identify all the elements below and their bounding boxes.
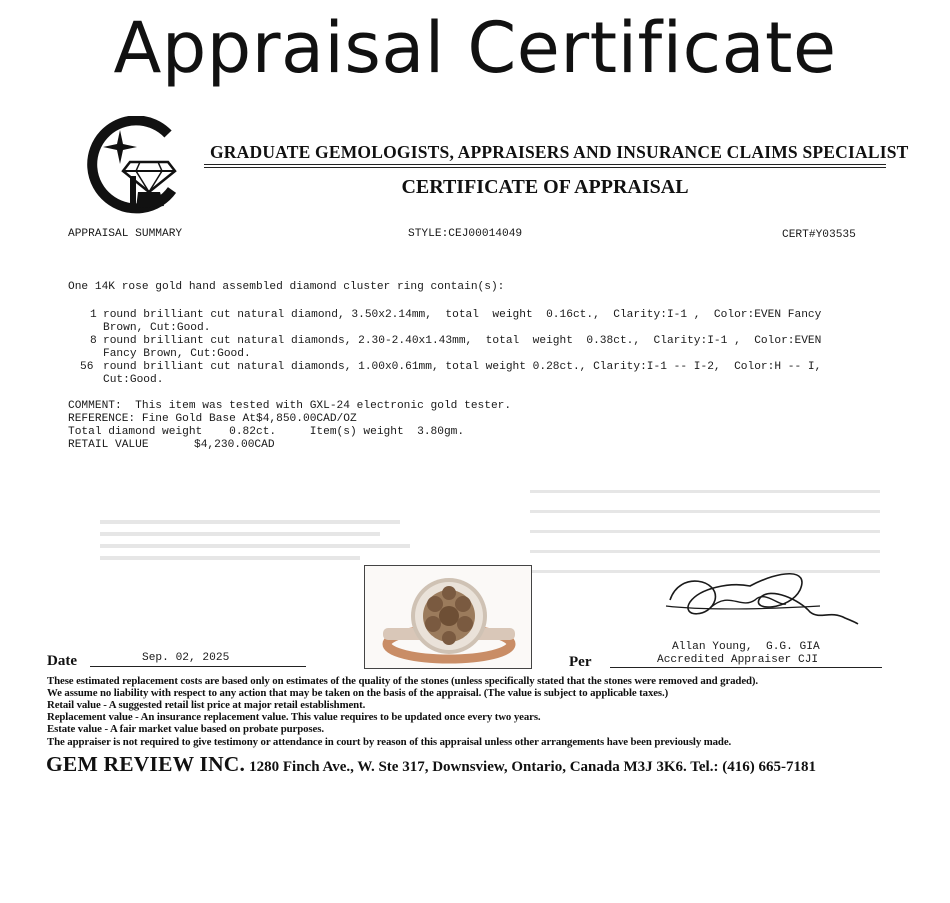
reference-line: REFERENCE: Fine Gold Base At$4,850.00CAD/OZ: [68, 413, 357, 425]
item-line-cont: Brown, Cut:Good.: [103, 322, 211, 334]
item-qty: 1: [90, 309, 97, 321]
totals-line: Total diamond weight 0.82ct. Item(s) weight 3.80gm.: [68, 426, 465, 438]
header-tagline: GRADUATE GEMOLOGISTS, APPRAISERS AND INSURANCE CLAIMS SPECIALIST: [210, 142, 909, 162]
page-title: Appraisal Certificate: [113, 7, 837, 89]
company-address: 1280 Finch Ave., W. Ste 317, Downsview, Ontario, Canada M3J 3K6. Tel.: (416) 665-7181: [249, 759, 816, 775]
item-line-cont: Cut:Good.: [103, 374, 164, 386]
retail-value-amount: $4,230.00CAD: [194, 439, 275, 451]
comment-line: COMMENT: This item was tested with GXL-24 electronic gold tester.: [68, 400, 512, 412]
appraisal-summary-label: APPRAISAL SUMMARY: [68, 228, 183, 240]
retail-value-label: RETAIL VALUE: [68, 439, 149, 451]
date-underline: [90, 666, 306, 667]
certificate-heading: CERTIFICATE OF APPRAISAL: [401, 176, 689, 198]
date-label: Date: [47, 653, 77, 669]
company-logo: [80, 116, 180, 218]
disclaimer-line: Retail value - A suggested retail list price at major retail establishment.: [47, 699, 366, 711]
description-intro: One 14K rose gold hand assembled diamond cluster ring contain(s):: [68, 281, 505, 293]
ring-image: [365, 566, 532, 669]
item-line-cont: Fancy Brown, Cut:Good.: [103, 348, 251, 360]
disclaimer-line: Estate value - A fair market value based on probate purposes.: [47, 723, 324, 735]
disclaimer-line: We assume no liability with respect to any action that may be taken on the basis of the appraisal. (The value is subject to applicable taxes.): [47, 687, 669, 699]
item-line: round brilliant cut natural diamonds, 2.30-2.40x1.43mm, total weight 0.38ct., Clarity:I-1 , Color:EVEN: [103, 335, 822, 347]
disclaimer-line: The appraiser is not required to give testimony or attendance in court by reason of this appraisal unless other arrangements have been previously made.: [47, 736, 732, 748]
item-line: round brilliant cut natural diamonds, 1.00x0.61mm, total weight 0.28ct., Clarity:I-1 -- I-2, Color:H -- I,: [103, 361, 822, 373]
style-number: STYLE:CEJ00014049: [408, 228, 523, 240]
disclaimer-line: These estimated replacement costs are based only on estimates of the quality of the stones (unless specifically stated that the stones were removed and graded).: [47, 675, 759, 687]
header-rule-bottom: [204, 167, 886, 168]
appraiser-name: Allan Young, G.G. GIA: [672, 641, 820, 653]
header-rule-top: [204, 164, 886, 165]
signature-image: [660, 560, 860, 632]
per-underline: [610, 667, 882, 668]
disclaimer-line: Replacement value - An insurance replacement value. This value requires to be updated once every two years.: [47, 711, 541, 723]
item-qty: 8: [90, 335, 97, 347]
item-qty: 56: [80, 361, 94, 373]
appraiser-title: Accredited Appraiser CJI: [657, 654, 819, 666]
ring-photo: [364, 565, 532, 669]
cert-number: CERT#Y03535: [782, 229, 856, 241]
item-line: round brilliant cut natural diamond, 3.50x2.14mm, total weight 0.16ct., Clarity:I-1 , Color:EVEN Fancy: [103, 309, 822, 321]
per-label: Per: [569, 654, 592, 670]
date-value: Sep. 02, 2025: [142, 652, 230, 664]
company-footer: [46, 752, 816, 777]
company-name: GEM REVIEW INC.: [46, 752, 246, 776]
